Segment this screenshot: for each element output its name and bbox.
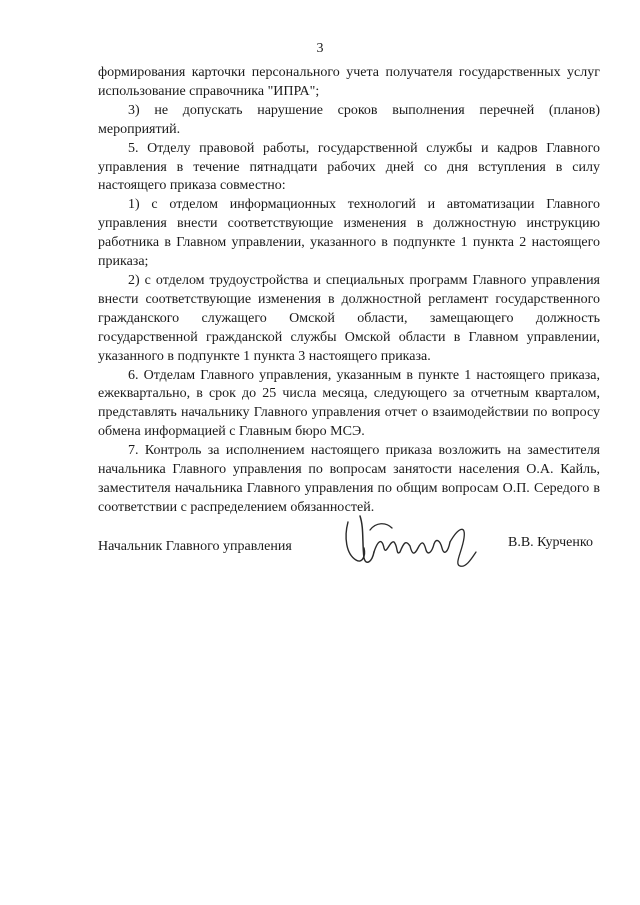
page-number: 3 [316, 41, 324, 56]
handwritten-signature [340, 512, 480, 572]
paragraph-continuation: формирования карточки персонального учета получателя государственных услуг использование справочника "ИПРА"; [98, 65, 600, 99]
document-body [98, 64, 600, 518]
paragraph-item-3: 3) не допускать нарушение сроков выполнения перечней (планов) мероприятий. [98, 102, 600, 137]
signature-block [98, 512, 608, 582]
paragraph-item-1: 1) с отделом информационных технологий и автоматизации Главного управления внести соответствующие изменения в должностную инструкцию работника в Главном управлении, указанного в подпункте 1 пункта 2 настоящего приказа; [98, 197, 600, 270]
signatory-name: В.В. Курченко [508, 535, 593, 550]
paragraph-section-6: 6. Отделам Главного управления, указанным в пункте 1 настоящего приказа, ежеквартально, в срок до 25 числа месяца, следующего за отчетным кварталом, представлять начальнику Главного управления отчет о взаимодействии по вопросу обмена информацией с Главным бюро МСЭ. [98, 367, 600, 440]
paragraph-section-5: 5. Отделу правовой работы, государственной службы и кадров Главного управления в течение пятнадцати рабочих дней со дня вступления в силу настоящего приказа совместно: [98, 140, 600, 194]
paragraph-section-7: 7. Контроль за исполнением настоящего приказа возложить на заместителя начальника Главного управления по вопросам занятости населения О.А. Кайль, заместителя начальника Главного управления по общим вопросам О.П. Середого в соответствии с распределением обязанностей. [98, 443, 600, 515]
paragraph-item-2: 2) с отделом трудоустройства и специальных программ Главного управления внести соответствующие изменения в должностной регламент государственного гражданского служащего Омской области, замещающего должность государственной гражданской службы Омской области в Главном управлении, указанного в подпункте 1 пункта 3 настоящего приказа. [98, 272, 600, 364]
signatory-position: Начальник Главного управления [98, 539, 292, 554]
